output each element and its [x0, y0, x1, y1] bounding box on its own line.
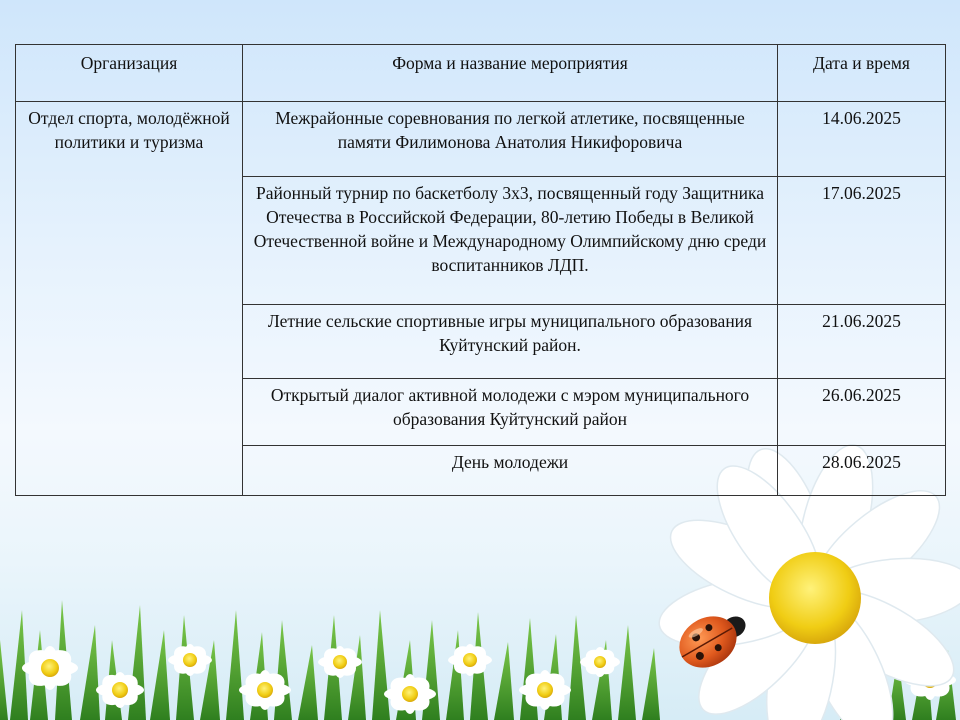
header-date: Дата и время	[778, 45, 946, 102]
date-cell: 14.06.2025	[778, 102, 946, 177]
organization-cell: Отдел спорта, молодёжной политики и туризма	[16, 102, 243, 496]
date-cell: 26.06.2025	[778, 379, 946, 446]
header-event: Форма и название мероприятия	[243, 45, 778, 102]
event-cell: Межрайонные соревнования по легкой атлетике, посвященные памяти Филимонова Анатолия Никифоровича	[243, 102, 778, 177]
date-cell: 17.06.2025	[778, 177, 946, 305]
event-cell: Летние сельские спортивные игры муниципального образования Куйтунский район.	[243, 305, 778, 379]
events-table	[15, 44, 946, 496]
table-row	[16, 102, 946, 177]
event-cell: Районный турнир по баскетболу 3х3, посвященный году Защитника Отечества в Российской Федерации, 80-летию Победы в Великой Отечественной войне и Международному Олимпийскому дню среди воспитанников ЛДП.	[243, 177, 778, 305]
header-organization: Организация	[16, 45, 243, 102]
date-cell: 28.06.2025	[778, 446, 946, 496]
table-header-row	[16, 45, 946, 102]
date-cell: 21.06.2025	[778, 305, 946, 379]
event-cell: День молодежи	[243, 446, 778, 496]
event-cell: Открытый диалог активной молодежи с мэром муниципального образования Куйтунский район	[243, 379, 778, 446]
